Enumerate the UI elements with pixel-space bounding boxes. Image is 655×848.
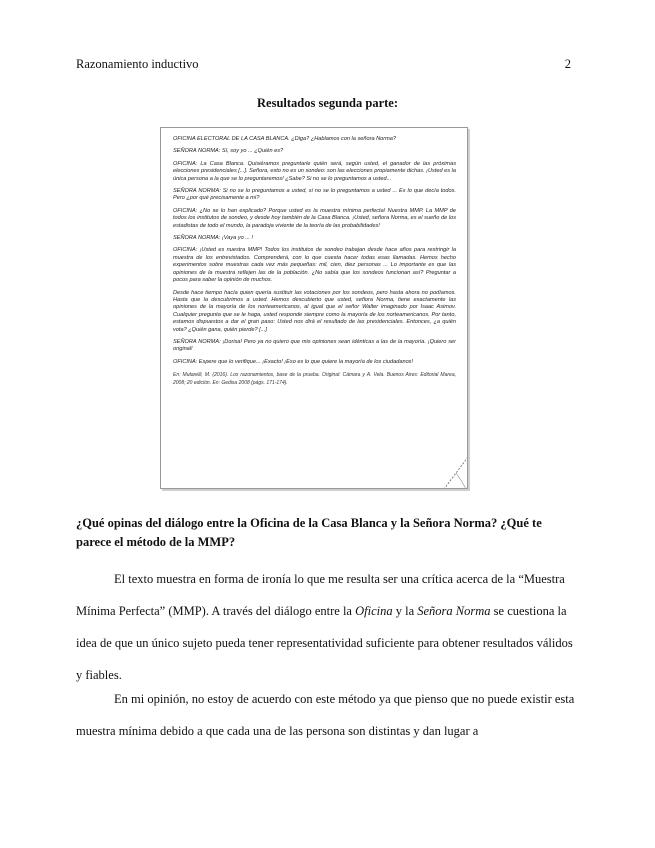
dialogue-line: SEÑORA NORMA: ¡Vaya yo ... ! (173, 235, 254, 242)
dialogue-line: OFICINA: Espere que lo verifique... ¡Exacto! ¡Eso es lo que quiere la mayoría de los ciudadanos! (173, 358, 414, 365)
dialogue-line: SEÑORA NORMA: Si no se lo preguntamos a usted, si no se lo preguntamos a usted ... Es lo que decía todos. Pero ¿por qué precisamente a mí? (173, 188, 456, 202)
figure-reference: En: Mutarelli, M. (2016). Los razonamientos, base de la prueba. Original: Cámara y A. Vela. Buenos Aires: Editorial Marea, 2008; 20 edición. En: Gedisa 2008 (págs. 171-174). (173, 372, 456, 386)
answer-text: se cuestiona la idea de que un único sujeto pueda tener representatividad suficiente para obtener resultados válidos y fiables. (76, 604, 573, 682)
dialogue-figure (160, 127, 468, 489)
page-number: 2 (564, 57, 571, 71)
answer-paragraph-1 (76, 563, 576, 691)
answer-paragraph-2 (76, 683, 576, 747)
norma-term: Señora Norma (417, 604, 491, 618)
dialogue-line: SEÑORA NORMA: Sí, soy yo ... ¿Quién es? (173, 148, 284, 155)
dialogue-line: OFICINA: ¡Usted es nuestra MMP! Todos los institutos de sondeo trabajan desde hace años para restringir la muestra de los entrevistados. Comprenderá, con lo que cuesta hacer todas esas llamadas. Hemos hecho experimentos sobre muestras cada vez más pequeñas: mil, cien, diez personas ... Lo importante es que las opiniones de la muestra reflejen las de la población. ¿No sabía que los sondeos funcionan así? Preguntar a pocos para saber la opinión de muchos. (173, 247, 456, 284)
dialogue-line: SEÑORA NORMA: ¡Dorisa! Pero ya no quiero que mis opiniones sean idénticas a las de la mayoría. ¡Quiero ser original! (173, 338, 456, 353)
dialogue-text (173, 136, 456, 392)
section-title: Resultados segunda parte: (257, 96, 398, 110)
running-head: Razonamiento inductivo (76, 57, 199, 71)
dialogue-line: OFICINA: La Casa Blanca. Quisiéramos preguntarle quién será, según usted, el ganador de las próximas elecciones presidenciales [...]. Señora, esto no es un sondeo: son las elecciones propiamente dichas. ¡Usted es la única persona a la que se lo preguntaremos! ¿Sabe? Si no se lo preguntamos a usted... (173, 160, 456, 182)
page-curl-icon (442, 455, 468, 489)
question-heading: ¿Qué opinas del diálogo entre la Oficina de la Casa Blanca y la Señora Norma? ¿Qué te parece el método de la MMP? (76, 516, 542, 549)
dialogue-line: OFICINA ELECTORAL DE LA CASA BLANCA. ¿Diga? ¿Hablamos con la señora Norma? (173, 136, 397, 142)
dialogue-line: OFICINA: ¿No se lo han explicado? Porque usted es la muestra mínima perfecta! Nuestra MMP. La MMP de todos los institutos de sondeo, y desde hoy también de la Casa Blanca. ¡Usted, señora Norma, es el sueño de los estadistas de todo el mundo, la paradoja viviente de la teoría de las probabilidades! (173, 207, 456, 229)
answer-text: y la (392, 604, 418, 618)
oficina-term: Oficina (355, 604, 393, 618)
answer-text: El texto muestra en forma de ironía lo que me resulta ser una crítica acerca de la “Muestra Mínima Perfecta” (MMP). A través del diálogo entre la (76, 572, 565, 618)
dialogue-line: Desde hace tiempo hacía quien quería sustituir las votaciones por los sondeos, pero hasta ahora no podíamos. Hasta que la descubrimos a usted. Hemos descubierto que usted, señora Norma, tiene exactamente las opiniones de la mayoría de los norteamericanos, al igual que el señor Walter imaginado por Isaac Asimov. Cualquier pregunta que se le haga, usted responde siempre como la mayoría de los norteamericanos. Por tanto, estamos dispuestos a dar el gran paso: Usted nos dirá el resultado de las presidenciales. Entonces, ¿a quién vota? ¿Quién gana, quién pierde? [...] (173, 289, 456, 333)
page-header (76, 57, 571, 72)
answer-text: En mi opinión, no estoy de acuerdo con este método ya que pienso que no puede existir esta muestra mínima debido a que cada una de las persona son distintas y dan lugar a (76, 692, 575, 738)
